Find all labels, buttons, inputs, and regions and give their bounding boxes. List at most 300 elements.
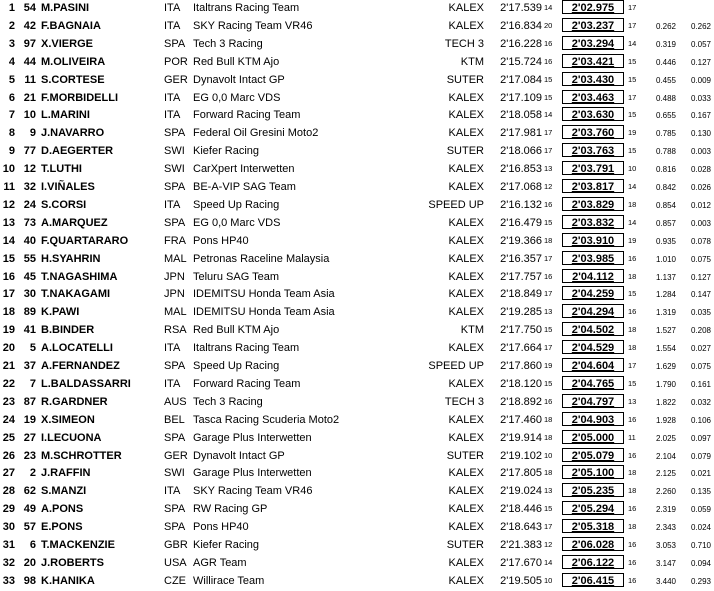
rider-number-cell: 11 [24,73,36,86]
team-cell: Federal Oil Gresini Moto2 [193,127,319,140]
position-cell: 13 [2,216,15,229]
lap-time-cell: 2'19.366 [500,234,542,247]
table-row [0,90,714,108]
nation-cell: BEL [164,413,185,426]
gap-previous-cell: 0.078 [690,236,711,246]
best-lap-number-cell: 14 [628,217,637,227]
position-cell: 25 [2,431,15,444]
nation-cell: ITA [164,342,181,355]
lap-time-cell: 2'15.724 [500,55,542,68]
lap-number-cell: 16 [544,56,553,66]
bike-cell: KALEX [448,19,484,32]
lap-number-cell: 17 [544,343,553,353]
position-cell: 12 [2,198,15,211]
best-lap-number-cell: 16 [628,575,637,585]
rider-name-cell: T.NAKAGAMI [41,288,111,301]
rider-number-cell: 62 [23,485,36,498]
gap-first-cell: 1.928 [655,415,676,425]
lap-number-cell: 16 [544,271,553,281]
gap-first-cell: 1.629 [655,362,676,371]
nation-cell: ITA [164,91,181,104]
team-cell: Italtrans Racing Team [193,2,300,14]
best-time-cell: 2'04.112 [562,269,624,283]
best-time-cell: 2'06.415 [562,573,624,587]
best-time-cell: 2'03.763 [562,143,624,157]
rider-name-cell: K.HANIKA [41,574,95,587]
lap-time-cell: 2'17.109 [500,91,542,104]
team-cell: AGR Team [193,556,247,569]
gap-previous-cell: 0.033 [690,93,711,103]
lap-time-cell: 2'19.914 [500,431,542,444]
gap-first-cell: 3.147 [655,558,676,568]
rider-name-cell: L.BALDASSARRI [41,377,131,390]
table-row [0,269,714,287]
rider-name-cell: F.MORBIDELLI [41,91,118,104]
bike-cell: SPEED UP [428,198,484,211]
gap-first-cell: 1.137 [655,272,676,282]
best-lap-number-cell: 16 [628,414,637,424]
nation-cell: ITA [164,2,181,14]
bike-cell: KALEX [448,521,484,534]
rider-number-cell: 57 [23,521,36,534]
best-time-cell: 2'03.237 [562,18,624,32]
lap-time-cell: 2'16.132 [500,198,542,211]
lap-number-cell: 13 [544,486,553,496]
gap-first-cell: 0.655 [655,111,676,121]
rider-name-cell: J.RAFFIN [41,467,91,480]
lap-time-cell: 2'16.479 [500,216,542,229]
team-cell: Pons HP40 [193,521,249,534]
gap-first-cell: 1.790 [655,379,676,389]
rider-name-cell: X.SIMEON [41,413,95,426]
bike-cell: SUTER [446,539,484,551]
position-cell: 14 [2,234,15,247]
lap-number-cell: 16 [544,199,553,209]
best-lap-number-cell: 16 [628,540,637,549]
bike-cell: SPEED UP [428,360,484,372]
nation-cell: RSA [164,324,187,337]
bike-cell: KALEX [448,342,484,355]
rider-number-cell: 40 [23,234,36,247]
gap-first-cell: 0.455 [655,75,676,85]
best-time-cell: 2'03.910 [562,233,624,247]
table-row [0,537,714,555]
position-cell: 7 [8,109,15,122]
best-lap-number-cell: 11 [628,432,636,442]
rider-name-cell: J.ROBERTS [41,556,104,569]
gap-previous-cell: 0.130 [690,129,711,139]
rider-number-cell: 27 [23,431,36,444]
nation-cell: POR [164,55,188,68]
gap-previous-cell: 0.710 [690,541,711,550]
team-cell: IDEMITSU Honda Team Asia [193,306,335,319]
best-lap-number-cell: 15 [628,378,637,388]
best-time-cell: 2'04.529 [562,340,624,354]
table-row [0,36,714,54]
lap-number-cell: 18 [544,235,553,245]
table-row [0,286,714,304]
lap-number-cell: 17 [544,253,553,263]
table-row [0,358,714,376]
gap-previous-cell: 0.161 [690,379,711,389]
bike-cell: KALEX [448,431,484,444]
lap-number-cell: 20 [544,20,553,30]
lap-number-cell: 18 [544,468,553,478]
table-row [0,519,714,537]
table-row [0,251,714,269]
rider-name-cell: X.VIERGE [41,37,93,50]
team-cell: Speed Up Racing [193,360,280,372]
best-time-cell: 2'03.421 [562,54,624,68]
best-lap-number-cell: 19 [628,128,637,138]
table-row [0,304,714,322]
lap-time-cell: 2'17.670 [500,556,542,569]
nation-cell: AUS [164,395,187,408]
best-time-cell: 2'06.122 [562,555,624,569]
best-time-cell: 2'04.765 [562,376,624,390]
lap-number-cell: 15 [544,325,553,335]
lap-time-cell: 2'16.228 [500,37,542,50]
best-time-cell: 2'03.791 [562,161,624,175]
table-row [0,197,714,215]
position-cell: 21 [2,360,15,372]
rider-name-cell: M.SCHROTTER [41,449,122,462]
table-row [0,179,714,197]
lap-number-cell: 12 [544,540,553,549]
gap-first-cell: 2.025 [655,433,676,443]
gap-previous-cell: 0.079 [690,451,711,461]
rider-number-cell: 30 [23,288,36,301]
rider-name-cell: J.NAVARRO [41,127,105,140]
lap-time-cell: 2'16.834 [500,19,542,32]
gap-first-cell: 0.788 [655,147,676,157]
lap-time-cell: 2'17.539 [500,2,542,14]
nation-cell: ITA [164,377,181,390]
best-lap-number-cell: 18 [628,325,637,335]
rider-name-cell: S.MANZI [41,485,87,498]
table-row [0,72,714,90]
rider-name-cell: T.NAGASHIMA [41,270,118,283]
lap-time-cell: 2'18.120 [500,377,542,390]
position-cell: 15 [2,252,15,265]
gap-previous-cell: 0.262 [690,21,711,31]
position-cell: 23 [2,395,15,408]
rider-number-cell: 20 [23,556,36,569]
best-time-cell: 2'02.975 [562,0,624,14]
table-row [0,143,714,161]
bike-cell: KALEX [448,503,484,516]
nation-cell: ITA [164,19,181,32]
team-cell: RW Racing GP [193,503,268,516]
gap-previous-cell: 0.027 [690,344,711,354]
best-lap-number-cell: 18 [628,271,637,281]
table-row [0,54,714,72]
bike-cell: SUTER [446,145,484,158]
position-cell: 19 [2,324,15,337]
gap-first-cell: 0.857 [655,218,676,228]
rider-number-cell: 12 [23,163,36,176]
team-cell: IDEMITSU Honda Team Asia [193,288,335,301]
bike-cell: KALEX [448,306,484,319]
gap-previous-cell: 0.028 [690,165,711,175]
nation-cell: SWI [164,163,185,176]
rider-number-cell: 49 [23,503,36,516]
nation-cell: SPA [164,521,186,534]
bike-cell: SUTER [446,449,484,462]
position-cell: 8 [8,127,15,140]
bike-cell: KALEX [448,216,484,229]
team-cell: Garage Plus Interwetten [193,467,312,480]
lap-time-cell: 2'16.357 [500,252,542,265]
position-cell: 27 [2,467,15,480]
lap-number-cell: 19 [544,361,553,370]
gap-previous-cell: 0.003 [690,218,711,228]
position-cell: 6 [8,91,15,104]
lap-time-cell: 2'18.892 [500,395,542,408]
team-cell: Forward Racing Team [193,377,301,390]
gap-previous-cell: 0.059 [690,505,711,515]
nation-cell: ITA [164,109,181,122]
team-cell: CarXpert Interwetten [193,163,295,176]
gap-first-cell: 0.488 [655,93,676,103]
rider-name-cell: A.PONS [41,503,84,516]
best-time-cell: 2'04.259 [562,286,624,300]
bike-cell: KALEX [448,574,484,587]
bike-cell: SUTER [446,73,484,86]
nation-cell: SPA [164,37,186,50]
gap-first-cell: 0.935 [655,236,676,246]
gap-first-cell: 2.125 [655,469,676,479]
lap-number-cell: 13 [544,307,553,317]
gap-previous-cell: 0.135 [690,487,711,497]
rider-name-cell: E.PONS [41,521,83,534]
lap-number-cell: 15 [544,217,553,227]
rider-name-cell: R.GARDNER [41,395,108,408]
rider-name-cell: H.SYAHRIN [41,252,101,265]
rider-number-cell: 5 [29,342,36,355]
team-cell: Kiefer Racing [193,145,260,158]
nation-cell: ITA [164,198,181,211]
gap-first-cell: 1.284 [655,290,676,300]
gap-first-cell: 1.319 [655,308,676,318]
best-time-cell: 2'05.079 [562,448,624,462]
rider-number-cell: 19 [23,413,36,426]
gap-previous-cell: 0.075 [690,362,711,371]
gap-previous-cell: 0.026 [690,183,711,192]
lap-time-cell: 2'19.505 [500,574,542,587]
best-time-cell: 2'03.985 [562,251,624,265]
best-lap-number-cell: 14 [628,182,637,191]
table-row [0,465,714,483]
lap-number-cell: 14 [544,110,553,120]
lap-number-cell: 17 [544,522,553,532]
best-time-cell: 2'05.235 [562,483,624,497]
gap-previous-cell: 0.106 [690,415,711,425]
best-lap-number-cell: 10 [628,164,637,174]
lap-number-cell: 15 [544,92,553,102]
best-lap-number-cell: 16 [628,557,637,567]
gap-first-cell: 1.010 [655,254,676,264]
rider-name-cell: I.LECUONA [41,431,102,444]
best-lap-number-cell: 15 [628,56,637,66]
gap-first-cell: 0.319 [655,39,676,49]
best-time-cell: 2'03.630 [562,107,624,121]
rider-number-cell: 54 [23,2,36,14]
lap-number-cell: 10 [544,575,553,585]
position-cell: 24 [2,413,15,426]
position-cell: 1 [8,2,15,14]
lap-number-cell: 18 [544,432,553,442]
nation-cell: MAL [164,252,187,265]
best-time-cell: 2'04.903 [562,412,624,426]
rider-name-cell: A.MARQUEZ [41,216,108,229]
lap-number-cell: 15 [544,504,553,514]
rider-name-cell: M.OLIVEIRA [41,55,106,68]
table-row [0,483,714,501]
bike-cell: KALEX [448,91,484,104]
team-cell: Italtrans Racing Team [193,342,300,355]
gap-previous-cell: 0.035 [690,308,711,318]
lap-time-cell: 2'17.084 [500,73,542,86]
lap-time-cell: 2'17.664 [500,342,542,355]
lap-number-cell: 15 [544,74,553,84]
team-cell: Willirace Team [193,574,265,587]
best-time-cell: 2'05.100 [562,465,624,479]
nation-cell: GER [164,73,188,86]
rider-name-cell: T.MACKENZIE [41,539,115,551]
team-cell: EG 0,0 Marc VDS [193,91,281,104]
team-cell: Speed Up Racing [193,198,280,211]
bike-cell: KALEX [448,288,484,301]
table-row [0,412,714,430]
lap-time-cell: 2'18.849 [500,288,542,301]
lap-time-cell: 2'16.853 [500,163,542,176]
table-row [0,322,714,340]
position-cell: 28 [2,485,15,498]
best-time-cell: 2'04.604 [562,358,624,372]
rider-name-cell: D.AEGERTER [41,145,114,158]
lap-time-cell: 2'21.383 [500,539,542,551]
lap-number-cell: 12 [544,182,553,191]
lap-time-cell: 2'18.058 [500,109,542,122]
table-row [0,0,714,18]
rider-name-cell: I.VIÑALES [41,181,95,193]
best-time-cell: 2'05.000 [562,430,624,444]
team-cell: Red Bull KTM Ajo [193,324,280,337]
team-cell: SKY Racing Team VR46 [193,19,313,32]
rider-number-cell: 87 [23,395,36,408]
rider-number-cell: 77 [23,145,36,158]
rider-number-cell: 7 [29,377,36,390]
rider-number-cell: 55 [23,252,36,265]
table-row [0,573,714,591]
lap-time-cell: 2'19.024 [500,485,542,498]
position-cell: 9 [8,145,15,158]
lap-time-cell: 2'17.750 [500,324,542,337]
gap-previous-cell: 0.075 [690,254,711,264]
best-time-cell: 2'06.028 [562,537,624,551]
lap-time-cell: 2'17.981 [500,127,542,140]
lap-number-cell: 14 [544,3,553,12]
position-cell: 11 [3,181,15,193]
nation-cell: SWI [164,145,185,158]
position-cell: 2 [8,19,15,32]
lap-time-cell: 2'18.643 [500,521,542,534]
position-cell: 5 [8,73,15,86]
bike-cell: KALEX [448,109,484,122]
table-row [0,376,714,394]
nation-cell: USA [164,556,187,569]
bike-cell: KALEX [448,234,484,247]
bike-cell: KALEX [448,377,484,390]
position-cell: 4 [8,55,15,68]
bike-cell: KALEX [448,556,484,569]
lap-time-cell: 2'17.757 [500,270,542,283]
bike-cell: KTM [460,55,484,68]
table-row [0,125,714,143]
bike-cell: TECH 3 [444,395,484,408]
best-lap-number-cell: 18 [628,522,637,532]
nation-cell: JPN [164,288,185,301]
nation-cell: SPA [164,503,186,516]
team-cell: BE-A-VIP SAG Team [193,181,296,193]
position-cell: 18 [2,306,15,319]
gap-first-cell: 2.260 [655,487,676,497]
table-row [0,233,714,251]
table-row [0,107,714,125]
bike-cell: KALEX [448,2,484,14]
lap-number-cell: 17 [544,146,553,156]
rider-name-cell: A.FERNANDEZ [41,360,120,372]
best-lap-number-cell: 14 [628,38,637,48]
position-cell: 10 [2,163,15,176]
best-time-cell: 2'03.832 [562,215,624,229]
best-lap-number-cell: 16 [628,253,637,263]
gap-previous-cell: 0.032 [690,397,711,407]
lap-time-cell: 2'18.446 [500,503,542,516]
position-cell: 26 [2,449,15,462]
position-cell: 30 [2,521,15,534]
gap-first-cell: 0.785 [655,129,676,139]
position-cell: 20 [2,342,15,355]
table-row [0,18,714,36]
best-lap-number-cell: 16 [628,450,637,460]
table-row [0,555,714,573]
lap-number-cell: 16 [544,396,553,406]
rider-number-cell: 37 [23,360,36,372]
gap-previous-cell: 0.127 [690,272,711,282]
gap-first-cell: 0.262 [655,21,676,31]
bike-cell: KALEX [448,467,484,480]
rider-number-cell: 98 [23,574,36,587]
best-lap-number-cell: 18 [628,199,637,209]
best-time-cell: 2'03.760 [562,125,624,139]
nation-cell: GER [164,449,188,462]
table-row [0,394,714,412]
best-lap-number-cell: 19 [628,235,637,245]
lap-number-cell: 18 [544,414,553,424]
best-time-cell: 2'04.294 [562,304,624,318]
team-cell: Forward Racing Team [193,109,301,122]
best-time-cell: 2'04.502 [562,322,624,336]
best-time-cell: 2'05.318 [562,519,624,533]
lap-time-cell: 2'19.102 [500,449,542,462]
nation-cell: ITA [164,485,181,498]
gap-first-cell: 0.842 [655,183,676,192]
rider-number-cell: 97 [23,37,36,50]
rider-number-cell: 32 [23,181,36,193]
gap-first-cell: 1.822 [655,397,676,407]
